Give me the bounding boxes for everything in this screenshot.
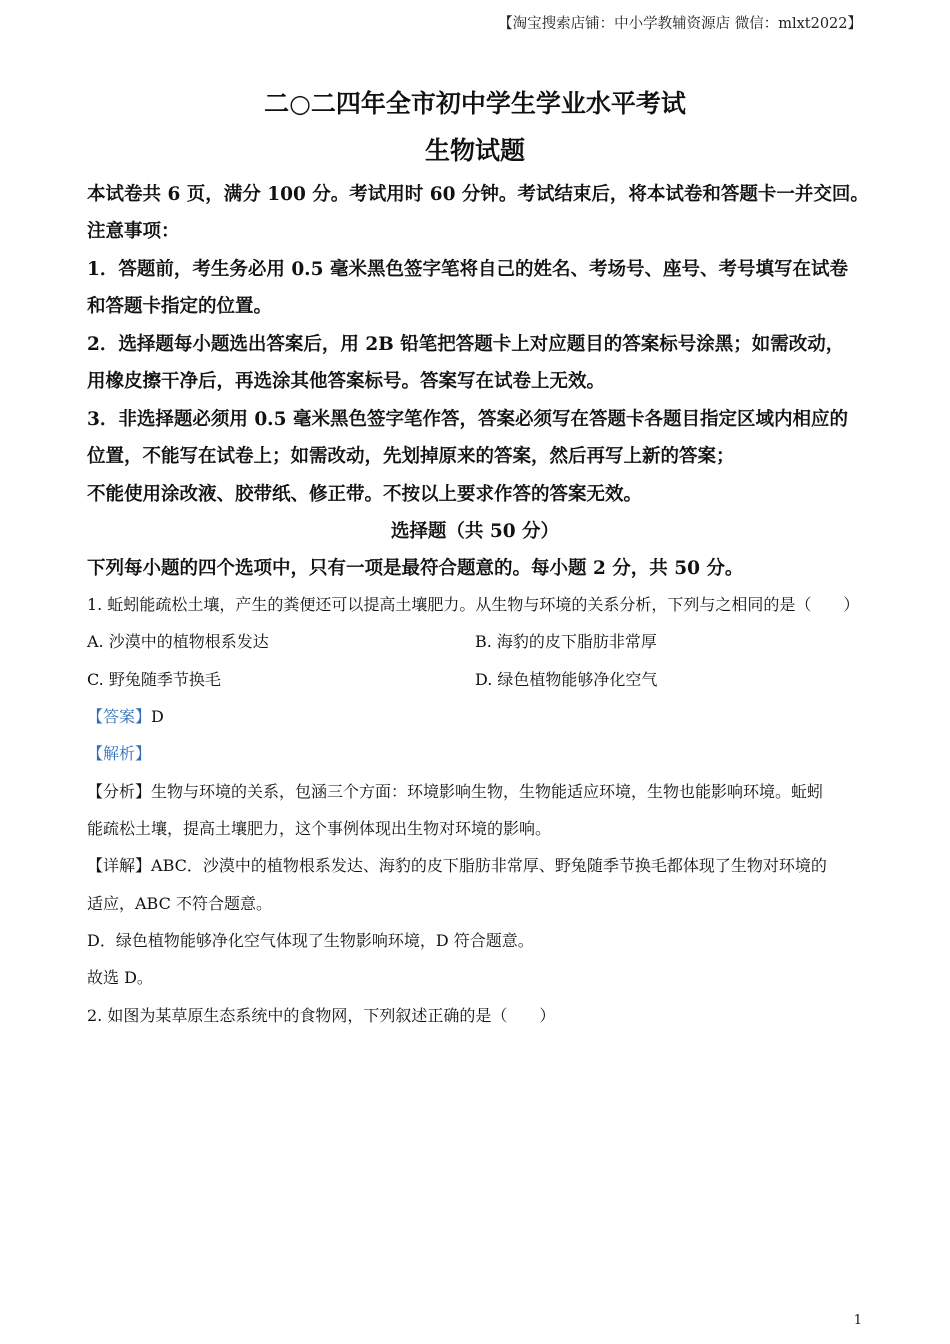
question-2-stem: 2. 如图为某草原生态系统中的食物网，下列叙述正确的是（ ） [87, 1006, 556, 1025]
question-1-option-c: C. 野兔随季节换毛 [87, 670, 221, 689]
section-title: 选择题（共 50 分） [390, 521, 560, 542]
question-1-option-d: D. 绿色植物能够净化空气 [475, 670, 658, 689]
notice-heading: 注意事项： [87, 221, 180, 242]
watermark-text: 【淘宝搜索店铺：中小学教辅资源店 微信：mlxt2022】 [498, 16, 862, 32]
notice-3-line-2: 位置，不能写在试卷上；如需改动，先划掉原来的答案，然后再写上新的答案； [87, 446, 735, 467]
xiangjie-tag: 【详解】 [87, 856, 152, 875]
question-1-answer [87, 704, 164, 727]
page-number: 1 [853, 1313, 862, 1328]
exam-intro: 本试卷共 6 页，满分 100 分。考试用时 60 分钟。考试结束后，将本试卷和答题卡一并交回。 [87, 184, 869, 205]
conclusion-line: 故选 D。 [87, 968, 153, 987]
notice-1-line-2: 和答题卡指定的位置。 [87, 296, 273, 317]
xiangjie-line-2: 适应，ABC 不符合题意。 [87, 894, 272, 913]
subject-title: 生物试题 [424, 136, 525, 165]
notice-3-line-3: 不能使用涂改液、胶带纸、修正带。不按以上要求作答的答案无效。 [87, 484, 643, 505]
fenxi-tag: 【分析】 [87, 782, 152, 801]
fenxi-line-1 [87, 779, 823, 802]
notice-2-line-2: 用橡皮擦干净后，再选涂其他答案标号。答案写在试卷上无效。 [87, 371, 606, 392]
xiangjie-text-1: ABC．沙漠中的植物根系发达、海豹的皮下脂肪非常厚、野兔随季节换毛都体现了生物对环境的 [151, 856, 827, 875]
answer-value: D [151, 707, 164, 726]
analysis-tag: 【解析】 [87, 744, 152, 763]
notice-3-line-1: 3．非选择题必须用 0.5 毫米黑色签字笔作答，答案必须写在答题卡各题目指定区域内相应的 [87, 409, 848, 430]
question-1-option-b: B. 海豹的皮下脂肪非常厚 [475, 632, 657, 651]
question-1-option-a: A. 沙漠中的植物根系发达 [87, 632, 269, 651]
exam-title: 二○二四年全市初中学生学业水平考试 [264, 89, 686, 118]
fenxi-text-1: 生物与环境的关系，包涵三个方面：环境影响生物，生物能适应环境，生物也能影响环境。蚯蚓 [151, 782, 824, 801]
notice-2-line-1: 2．选择题每小题选出答案后，用 2B 铅笔把答题卡上对应题目的答案标号涂黑；如需改动， [87, 334, 845, 355]
xiangjie-line-1 [87, 853, 827, 876]
xiangjie-line-3: D．绿色植物能够净化空气体现了生物影响环境，D 符合题意。 [87, 931, 534, 950]
section-instruction: 下列每小题的四个选项中，只有一项是最符合题意的。每小题 2 分，共 50 分。 [87, 558, 744, 579]
notice-1-line-1: 1．答题前，考生务必用 0.5 毫米黑色签字笔将自己的姓名、考场号、座号、考号填写在试卷 [87, 259, 848, 280]
answer-tag: 【答案】 [87, 707, 152, 726]
fenxi-line-2: 能疏松土壤，提高土壤肥力，这个事例体现出生物对环境的影响。 [87, 819, 552, 838]
question-1-stem: 1. 蚯蚓能疏松土壤，产生的粪便还可以提高土壤肥力。从生物与环境的关系分析，下列与之相同的是（ ） [87, 595, 860, 614]
